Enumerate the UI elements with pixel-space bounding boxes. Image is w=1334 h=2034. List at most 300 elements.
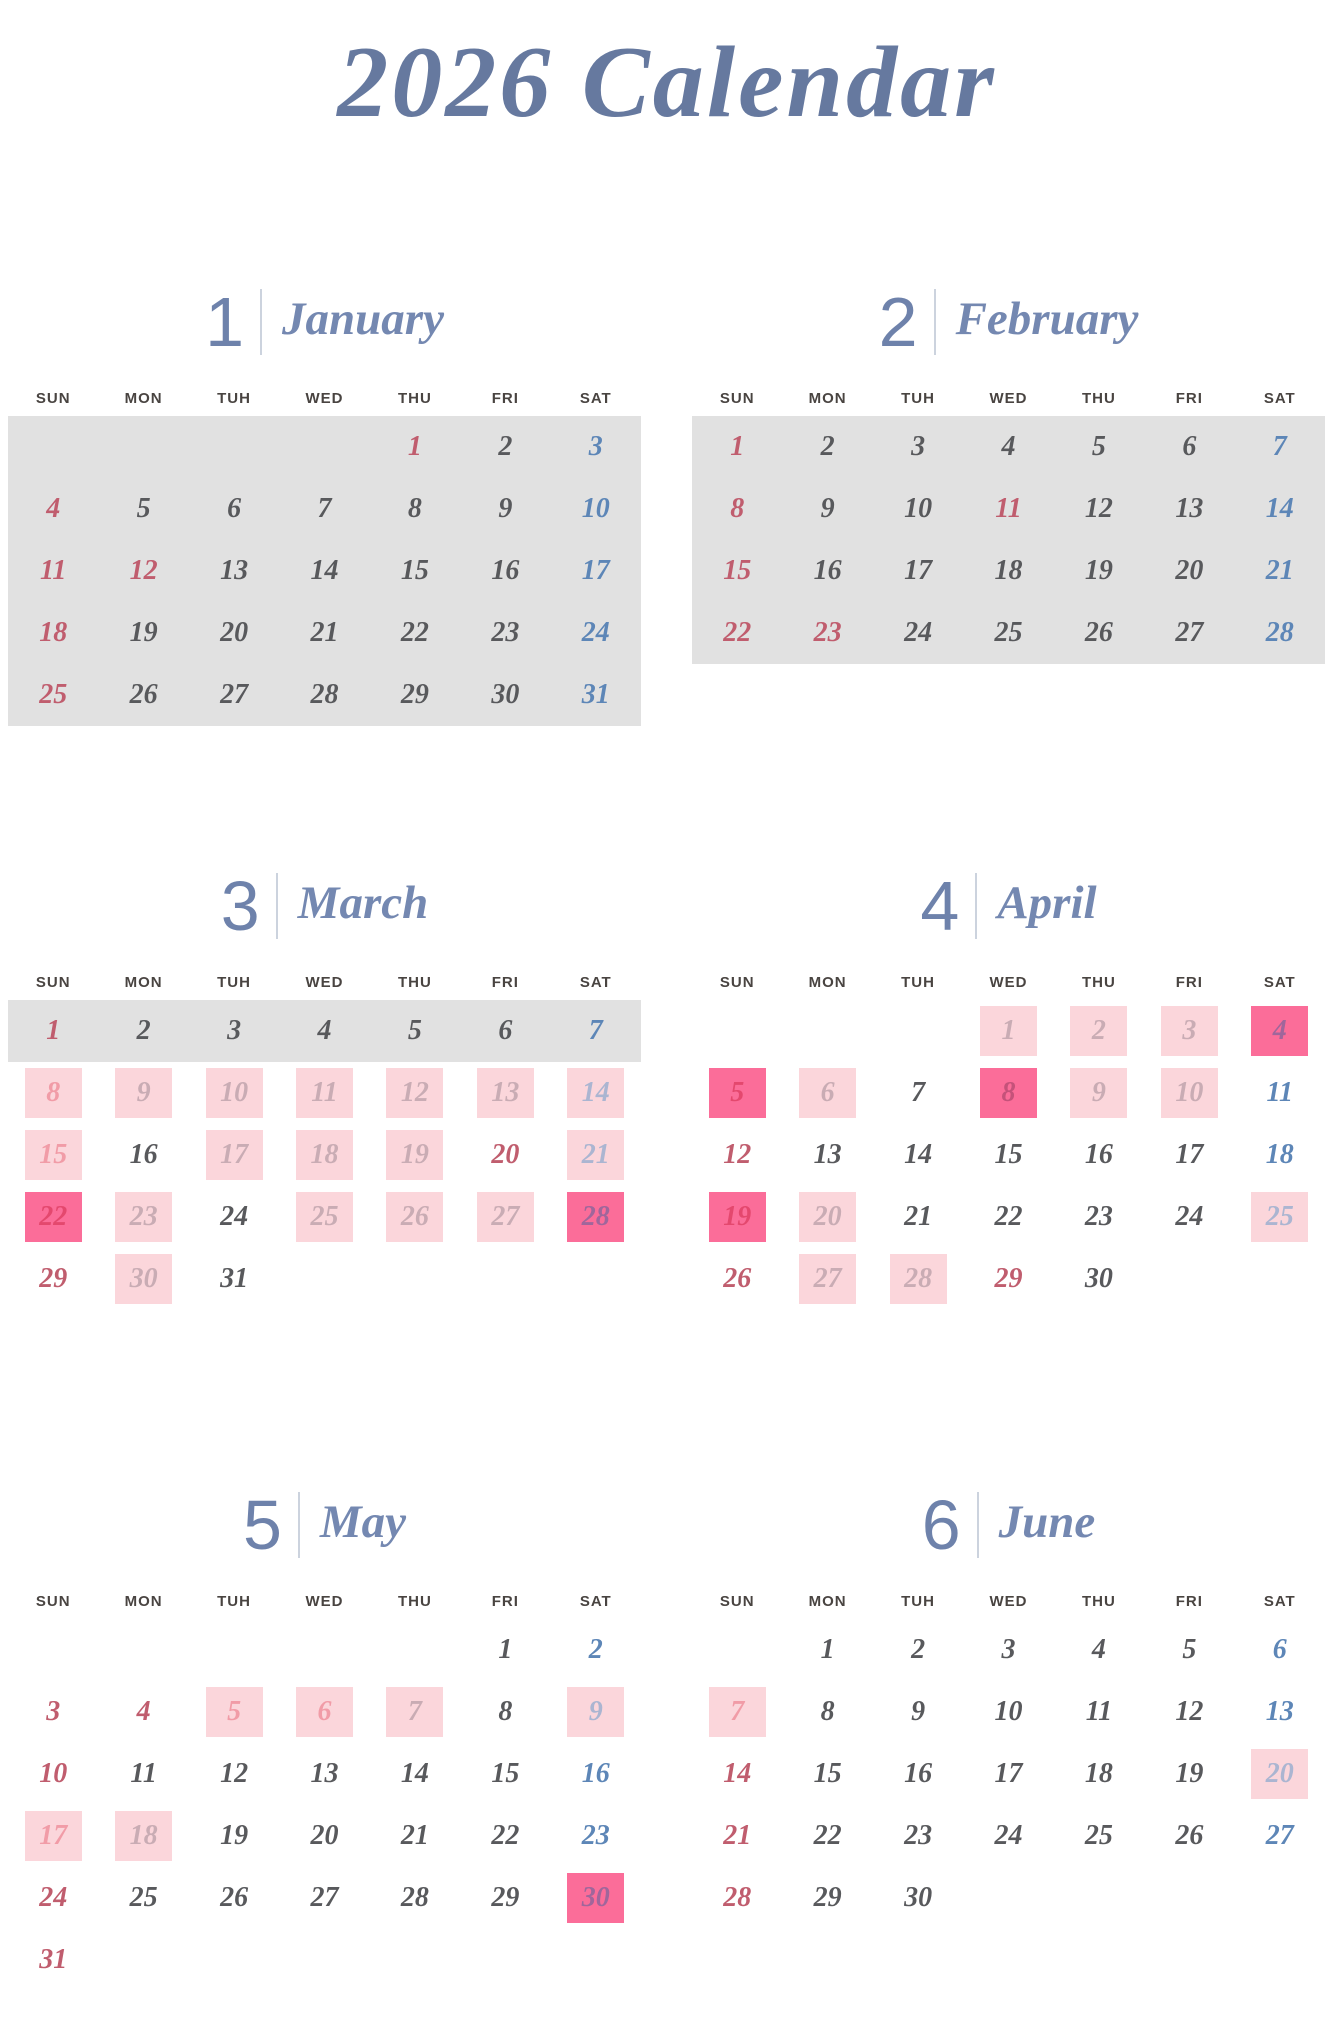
- day-box: [1251, 1687, 1308, 1737]
- day-cell: [692, 1681, 782, 1743]
- day-cell: [782, 1805, 872, 1867]
- day-box: [206, 546, 263, 596]
- day-number: 11: [311, 1077, 338, 1108]
- day-highlight: [206, 1130, 263, 1180]
- week-row: [692, 1186, 1325, 1248]
- day-cell: [189, 1062, 279, 1124]
- day-cell: [1144, 602, 1234, 664]
- day-number: 15: [39, 1139, 68, 1170]
- day-box: [890, 1625, 947, 1675]
- day-box: [25, 1873, 82, 1923]
- day-cell: [963, 540, 1053, 602]
- day-number: 24: [39, 1882, 68, 1913]
- day-cell: [460, 478, 550, 540]
- day-box: [799, 1130, 856, 1180]
- day-cell: [8, 1186, 98, 1248]
- week-row: [692, 1124, 1325, 1186]
- day-number: 24: [994, 1820, 1023, 1851]
- day-number: 27: [310, 1882, 339, 1913]
- day-number: 3: [1001, 1634, 1016, 1665]
- day-number: 23: [491, 617, 520, 648]
- day-number: 30: [581, 1882, 610, 1913]
- day-cell: [460, 1743, 550, 1805]
- day-cell-empty: [279, 1929, 369, 1991]
- day-box: [1070, 546, 1127, 596]
- week-row: [692, 478, 1325, 540]
- day-highlight: [799, 1192, 856, 1242]
- day-number: 8: [407, 493, 422, 524]
- day-cell: [873, 1743, 963, 1805]
- day-number: 28: [581, 1201, 610, 1232]
- day-highlight: [1251, 1006, 1308, 1056]
- month-number: 2: [878, 283, 918, 361]
- day-highlight: [25, 1192, 82, 1242]
- day-cell: [782, 478, 872, 540]
- day-box: [477, 670, 534, 720]
- day-number: 19: [723, 1201, 752, 1232]
- day-cell: [782, 1619, 872, 1681]
- day-number: 2: [498, 431, 513, 462]
- day-box: [1161, 484, 1218, 534]
- day-cell: [551, 416, 641, 478]
- day-number: 19: [1084, 555, 1113, 586]
- day-number: 10: [581, 493, 610, 524]
- month-name: June: [998, 1496, 1096, 1548]
- day-cell-empty: [1144, 1867, 1234, 1929]
- day-cell: [1054, 602, 1144, 664]
- day-highlight: [709, 1068, 766, 1118]
- day-cell: [370, 602, 460, 664]
- day-cell: [98, 1743, 188, 1805]
- day-highlight: [296, 1068, 353, 1118]
- day-number: 11: [130, 1758, 157, 1789]
- day-box: [567, 1006, 624, 1056]
- day-number: 12: [400, 1077, 429, 1108]
- day-cell: [1144, 1805, 1234, 1867]
- day-number: 5: [407, 1015, 422, 1046]
- day-number: 19: [220, 1820, 249, 1851]
- day-cell: [8, 1805, 98, 1867]
- day-box: [890, 1811, 947, 1861]
- weekday-label: WED: [989, 390, 1028, 407]
- day-number: 2: [911, 1634, 926, 1665]
- day-cell: [279, 1867, 369, 1929]
- day-number: 10: [994, 1696, 1023, 1727]
- month-header: [692, 1485, 1325, 1565]
- day-cell: [8, 1000, 98, 1062]
- day-number: 5: [136, 493, 151, 524]
- day-number: 21: [904, 1201, 933, 1232]
- day-cell: [279, 478, 369, 540]
- day-number: 31: [581, 679, 610, 710]
- day-box: [477, 1687, 534, 1737]
- day-cell: [279, 1062, 369, 1124]
- month-header-divider: [276, 873, 278, 939]
- day-cell: [963, 1619, 1053, 1681]
- day-box: [1251, 608, 1308, 658]
- day-number: 2: [136, 1015, 151, 1046]
- day-number: 26: [1084, 617, 1113, 648]
- day-highlight: [799, 1254, 856, 1304]
- day-cell: [692, 1062, 782, 1124]
- day-box: [1161, 422, 1218, 472]
- week-row: [692, 1248, 1325, 1310]
- day-number: 5: [730, 1077, 745, 1108]
- day-cell: [551, 1062, 641, 1124]
- day-cell: [370, 1124, 460, 1186]
- day-box: [386, 670, 443, 720]
- day-number: 23: [581, 1820, 610, 1851]
- day-highlight: [567, 1130, 624, 1180]
- day-box: [115, 1873, 172, 1923]
- day-box: [890, 546, 947, 596]
- day-number: 9: [498, 493, 513, 524]
- day-cell: [1054, 1248, 1144, 1310]
- day-box: [296, 1006, 353, 1056]
- day-box: [567, 1811, 624, 1861]
- day-box: [890, 1068, 947, 1118]
- day-number: 9: [1091, 1077, 1106, 1108]
- day-highlight: [296, 1130, 353, 1180]
- day-cell: [1235, 1186, 1325, 1248]
- day-cell: [551, 1619, 641, 1681]
- week-row: [8, 1805, 641, 1867]
- day-box: [1070, 1254, 1127, 1304]
- day-number: 31: [39, 1944, 68, 1975]
- day-number: 21: [400, 1820, 429, 1851]
- day-cell: [370, 1743, 460, 1805]
- day-number: 20: [813, 1201, 842, 1232]
- day-number: 22: [723, 617, 752, 648]
- month-header: [692, 282, 1325, 362]
- day-box: [206, 670, 263, 720]
- weekday-label: SUN: [719, 390, 755, 407]
- day-cell: [279, 1681, 369, 1743]
- day-cell: [963, 1000, 1053, 1062]
- day-cell-empty: [1144, 1248, 1234, 1310]
- day-highlight: [980, 1068, 1037, 1118]
- weekday-label: WED: [305, 390, 344, 407]
- day-highlight: [567, 1192, 624, 1242]
- day-highlight: [709, 1687, 766, 1737]
- day-box: [206, 484, 263, 534]
- day-cell: [873, 478, 963, 540]
- day-highlight: [567, 1873, 624, 1923]
- weekday-header-row: [692, 974, 1325, 992]
- weekday-label: SUN: [35, 974, 71, 991]
- month-number: 5: [242, 1486, 282, 1564]
- day-number: 15: [723, 555, 752, 586]
- day-box: [1070, 1192, 1127, 1242]
- day-number: 1: [498, 1634, 513, 1665]
- day-box: [386, 422, 443, 472]
- day-box: [1161, 1625, 1218, 1675]
- day-number: 8: [730, 493, 745, 524]
- day-number: 29: [400, 679, 429, 710]
- month-grid: [692, 1619, 1325, 1929]
- day-cell: [1054, 1124, 1144, 1186]
- day-box: [799, 422, 856, 472]
- day-cell: [370, 416, 460, 478]
- day-number: 18: [1084, 1758, 1113, 1789]
- day-cell-empty: [98, 416, 188, 478]
- day-number: 27: [1265, 1820, 1294, 1851]
- weekday-label: FRI: [1175, 1593, 1203, 1610]
- day-cell: [189, 1805, 279, 1867]
- day-box: [1070, 608, 1127, 658]
- day-number: 12: [220, 1758, 249, 1789]
- weekday-label: SUN: [719, 974, 755, 991]
- week-row: [692, 1867, 1325, 1929]
- day-number: 24: [220, 1201, 249, 1232]
- day-box: [386, 608, 443, 658]
- day-number: 12: [129, 555, 158, 586]
- day-box: [115, 1687, 172, 1737]
- month-number: 1: [205, 283, 244, 361]
- day-number: 9: [911, 1696, 926, 1727]
- day-number: 13: [491, 1077, 520, 1108]
- day-number: 20: [310, 1820, 339, 1851]
- day-number: 5: [227, 1696, 242, 1727]
- month-april: [692, 866, 1325, 1310]
- day-cell: [1054, 478, 1144, 540]
- day-cell: [551, 478, 641, 540]
- month-header: [8, 282, 641, 362]
- day-number: 7: [588, 1015, 603, 1046]
- week-row: [8, 1000, 641, 1062]
- month-header: [8, 1485, 641, 1565]
- day-box: [477, 546, 534, 596]
- day-box: [980, 608, 1037, 658]
- weekday-label: FRI: [1175, 974, 1203, 991]
- day-number: 3: [911, 431, 926, 462]
- day-box: [477, 484, 534, 534]
- day-cell: [1235, 1124, 1325, 1186]
- day-cell: [873, 1248, 963, 1310]
- day-cell: [189, 1000, 279, 1062]
- day-cell: [551, 602, 641, 664]
- day-box: [477, 1006, 534, 1056]
- day-cell: [1235, 1062, 1325, 1124]
- month-grid: [692, 1000, 1325, 1310]
- day-highlight: [1251, 1749, 1308, 1799]
- day-number: 21: [723, 1820, 752, 1851]
- day-number: 19: [129, 617, 158, 648]
- day-cell-empty: [692, 1000, 782, 1062]
- day-cell-empty: [189, 1929, 279, 1991]
- day-number: 14: [1265, 493, 1294, 524]
- day-cell: [460, 1124, 550, 1186]
- day-number: 23: [129, 1201, 158, 1232]
- day-number: 17: [39, 1820, 68, 1851]
- day-cell: [279, 1805, 369, 1867]
- day-number: 17: [994, 1758, 1023, 1789]
- month-march: [8, 866, 641, 1310]
- day-box: [980, 1254, 1037, 1304]
- day-cell-empty: [370, 1619, 460, 1681]
- day-cell: [370, 1062, 460, 1124]
- day-box: [1161, 608, 1218, 658]
- day-cell: [370, 478, 460, 540]
- day-number: 14: [581, 1077, 610, 1108]
- weekday-label: FRI: [491, 1593, 519, 1610]
- day-box: [709, 1811, 766, 1861]
- day-cell: [782, 1124, 872, 1186]
- day-number: 8: [46, 1077, 61, 1108]
- day-number: 13: [220, 555, 249, 586]
- day-box: [1161, 546, 1218, 596]
- month-header-divider: [975, 873, 977, 939]
- day-cell: [370, 1186, 460, 1248]
- day-cell: [1054, 1000, 1144, 1062]
- day-number: 10: [220, 1077, 249, 1108]
- day-cell: [8, 664, 98, 726]
- day-number: 13: [310, 1758, 339, 1789]
- day-number: 4: [1091, 1634, 1106, 1665]
- week-row: [8, 1062, 641, 1124]
- day-cell: [98, 602, 188, 664]
- day-number: 29: [39, 1263, 68, 1294]
- day-box: [1161, 1130, 1218, 1180]
- day-cell: [98, 540, 188, 602]
- day-cell-empty: [370, 1929, 460, 1991]
- week-row: [692, 416, 1325, 478]
- day-box: [477, 1873, 534, 1923]
- day-highlight: [567, 1687, 624, 1737]
- day-cell: [1235, 1619, 1325, 1681]
- weekday-label: MON: [808, 974, 847, 991]
- day-cell: [1235, 478, 1325, 540]
- weekday-label: THU: [1082, 1593, 1116, 1610]
- day-cell: [460, 1186, 550, 1248]
- day-number: 23: [1084, 1201, 1113, 1232]
- weekday-label: FRI: [491, 974, 519, 991]
- day-cell: [98, 1805, 188, 1867]
- day-cell: [279, 1186, 369, 1248]
- day-box: [709, 546, 766, 596]
- day-cell: [1054, 1619, 1144, 1681]
- day-number: 25: [310, 1201, 339, 1232]
- day-number: 19: [400, 1139, 429, 1170]
- day-cell: [692, 1124, 782, 1186]
- day-box: [115, 1130, 172, 1180]
- weekday-label: MON: [808, 390, 847, 407]
- day-box: [980, 1192, 1037, 1242]
- month-number: 6: [921, 1486, 961, 1564]
- day-box: [115, 484, 172, 534]
- day-box: [1070, 1687, 1127, 1737]
- day-number: 17: [1175, 1139, 1204, 1170]
- day-number: 17: [904, 555, 933, 586]
- day-cell: [98, 1867, 188, 1929]
- weekday-label: WED: [989, 1593, 1028, 1610]
- day-cell: [551, 1000, 641, 1062]
- day-number: 17: [581, 555, 610, 586]
- day-number: 29: [491, 1882, 520, 1913]
- day-number: 26: [723, 1263, 752, 1294]
- month-header-divider: [298, 1492, 300, 1558]
- day-cell: [692, 1743, 782, 1805]
- day-box: [477, 1811, 534, 1861]
- day-cell: [1054, 1743, 1144, 1805]
- day-cell: [782, 602, 872, 664]
- day-highlight: [25, 1130, 82, 1180]
- day-number: 3: [1182, 1015, 1197, 1046]
- day-highlight: [115, 1068, 172, 1118]
- day-highlight: [1070, 1068, 1127, 1118]
- day-cell: [551, 1743, 641, 1805]
- day-cell: [460, 1681, 550, 1743]
- day-number: 14: [400, 1758, 429, 1789]
- week-row: [8, 1186, 641, 1248]
- weekday-label: MON: [124, 974, 163, 991]
- month-grid: [8, 416, 641, 726]
- day-box: [980, 1130, 1037, 1180]
- day-highlight: [386, 1192, 443, 1242]
- day-box: [386, 1749, 443, 1799]
- day-number: 11: [1266, 1077, 1294, 1108]
- day-highlight: [206, 1068, 263, 1118]
- day-cell: [1144, 1124, 1234, 1186]
- day-number: 12: [1175, 1696, 1204, 1727]
- day-box: [980, 1625, 1037, 1675]
- month-header-divider: [977, 1492, 979, 1558]
- day-number: 14: [723, 1758, 752, 1789]
- weekday-label: TUH: [217, 1593, 251, 1610]
- day-box: [1161, 1749, 1218, 1799]
- day-cell: [551, 664, 641, 726]
- day-box: [1070, 422, 1127, 472]
- day-cell: [1054, 1805, 1144, 1867]
- day-cell: [98, 1062, 188, 1124]
- day-number: 22: [400, 617, 429, 648]
- day-cell: [98, 1248, 188, 1310]
- day-box: [890, 1130, 947, 1180]
- day-highlight: [296, 1687, 353, 1737]
- day-cell: [8, 1124, 98, 1186]
- day-number: 27: [491, 1201, 520, 1232]
- day-cell: [189, 1186, 279, 1248]
- day-number: 2: [1091, 1015, 1106, 1046]
- day-highlight: [890, 1254, 947, 1304]
- day-cell: [963, 1062, 1053, 1124]
- day-cell: [1144, 540, 1234, 602]
- day-number: 9: [136, 1077, 151, 1108]
- day-cell-empty: [460, 1248, 550, 1310]
- day-number: 3: [588, 431, 603, 462]
- day-number: 2: [588, 1634, 603, 1665]
- month-name: January: [282, 293, 444, 345]
- day-number: 5: [1182, 1634, 1197, 1665]
- day-box: [799, 1687, 856, 1737]
- day-cell: [189, 1124, 279, 1186]
- day-cell: [8, 602, 98, 664]
- day-number: 26: [1175, 1820, 1204, 1851]
- day-number: 20: [491, 1139, 520, 1170]
- day-cell: [782, 1062, 872, 1124]
- day-number: 22: [39, 1201, 68, 1232]
- day-number: 15: [400, 555, 429, 586]
- day-box: [567, 608, 624, 658]
- day-cell: [98, 1124, 188, 1186]
- day-number: 3: [46, 1696, 61, 1727]
- day-box: [890, 1192, 947, 1242]
- day-cell: [692, 1248, 782, 1310]
- weekday-label: MON: [124, 1593, 163, 1610]
- day-highlight: [1161, 1068, 1218, 1118]
- day-box: [799, 484, 856, 534]
- day-cell: [1235, 1000, 1325, 1062]
